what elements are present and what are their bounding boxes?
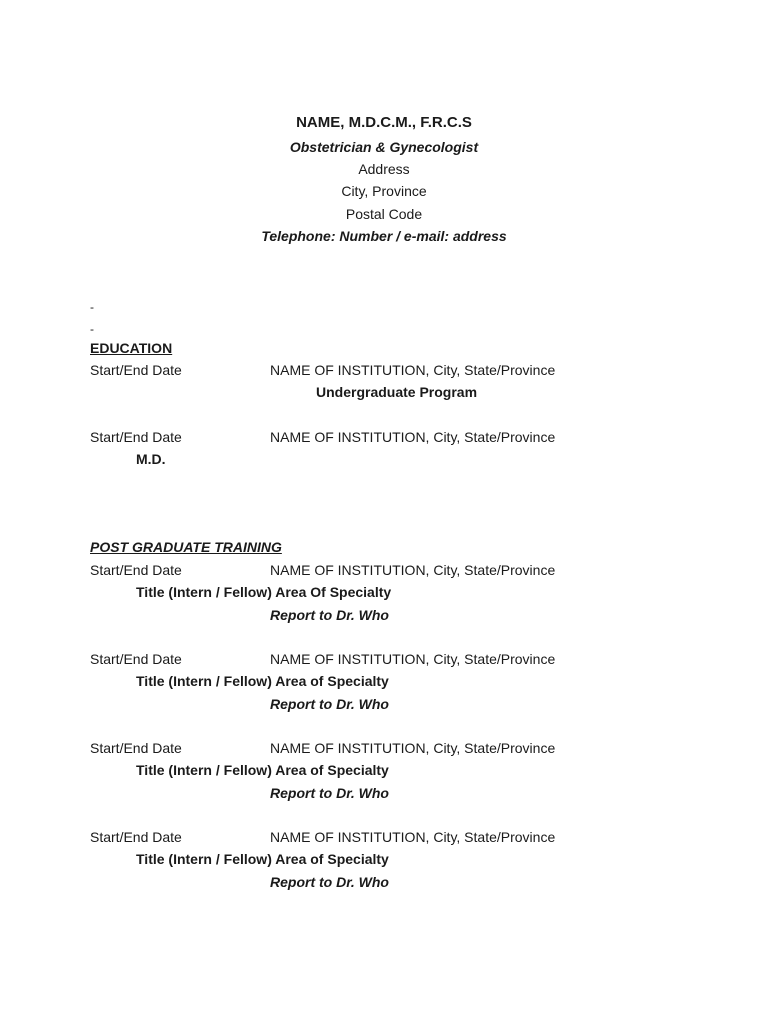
dash-marker: -: [90, 300, 94, 314]
doctor-name: NAME, M.D.C.M., F.R.C.S: [296, 114, 472, 131]
education-institution: NAME OF INSTITUTION, City, State/Province: [270, 429, 556, 445]
training-report: Report to Dr. Who: [270, 696, 389, 712]
education-program: M.D.: [136, 451, 166, 467]
postal-line: Postal Code: [345, 206, 423, 222]
education-program: Undergraduate Program: [316, 384, 478, 400]
address-line: Address: [358, 161, 410, 177]
training-institution: NAME OF INSTITUTION, City, State/Province: [270, 562, 556, 578]
specialty: Obstetrician & Gynecologist: [289, 139, 479, 155]
education-date: Start/End Date: [90, 429, 182, 445]
training-title: Title (Intern / Fellow) Area Of Specialty: [136, 584, 392, 600]
training-title: Title (Intern / Fellow) Area of Specialty: [136, 851, 389, 867]
training-heading: POST GRADUATE TRAINING: [90, 539, 282, 555]
training-institution: NAME OF INSTITUTION, City, State/Province: [270, 740, 556, 756]
training-title: Title (Intern / Fellow) Area of Specialty: [136, 673, 389, 689]
training-institution: NAME OF INSTITUTION, City, State/Province: [270, 651, 556, 667]
education-institution: NAME OF INSTITUTION, City, State/Province: [270, 362, 556, 378]
training-date: Start/End Date: [90, 829, 182, 845]
training-title: Title (Intern / Fellow) Area of Specialty: [136, 762, 389, 778]
contact-line: Telephone: Number / e-mail: address: [261, 228, 507, 244]
training-date: Start/End Date: [90, 740, 182, 756]
city-line: City, Province: [341, 183, 427, 199]
education-date: Start/End Date: [90, 362, 182, 378]
education-heading: EDUCATION: [90, 340, 173, 356]
training-date: Start/End Date: [90, 651, 182, 667]
dash-marker: -: [90, 322, 94, 336]
training-report: Report to Dr. Who: [270, 607, 389, 623]
training-date: Start/End Date: [90, 562, 182, 578]
training-institution: NAME OF INSTITUTION, City, State/Province: [270, 829, 556, 845]
training-report: Report to Dr. Who: [270, 785, 389, 801]
training-report: Report to Dr. Who: [270, 874, 389, 890]
